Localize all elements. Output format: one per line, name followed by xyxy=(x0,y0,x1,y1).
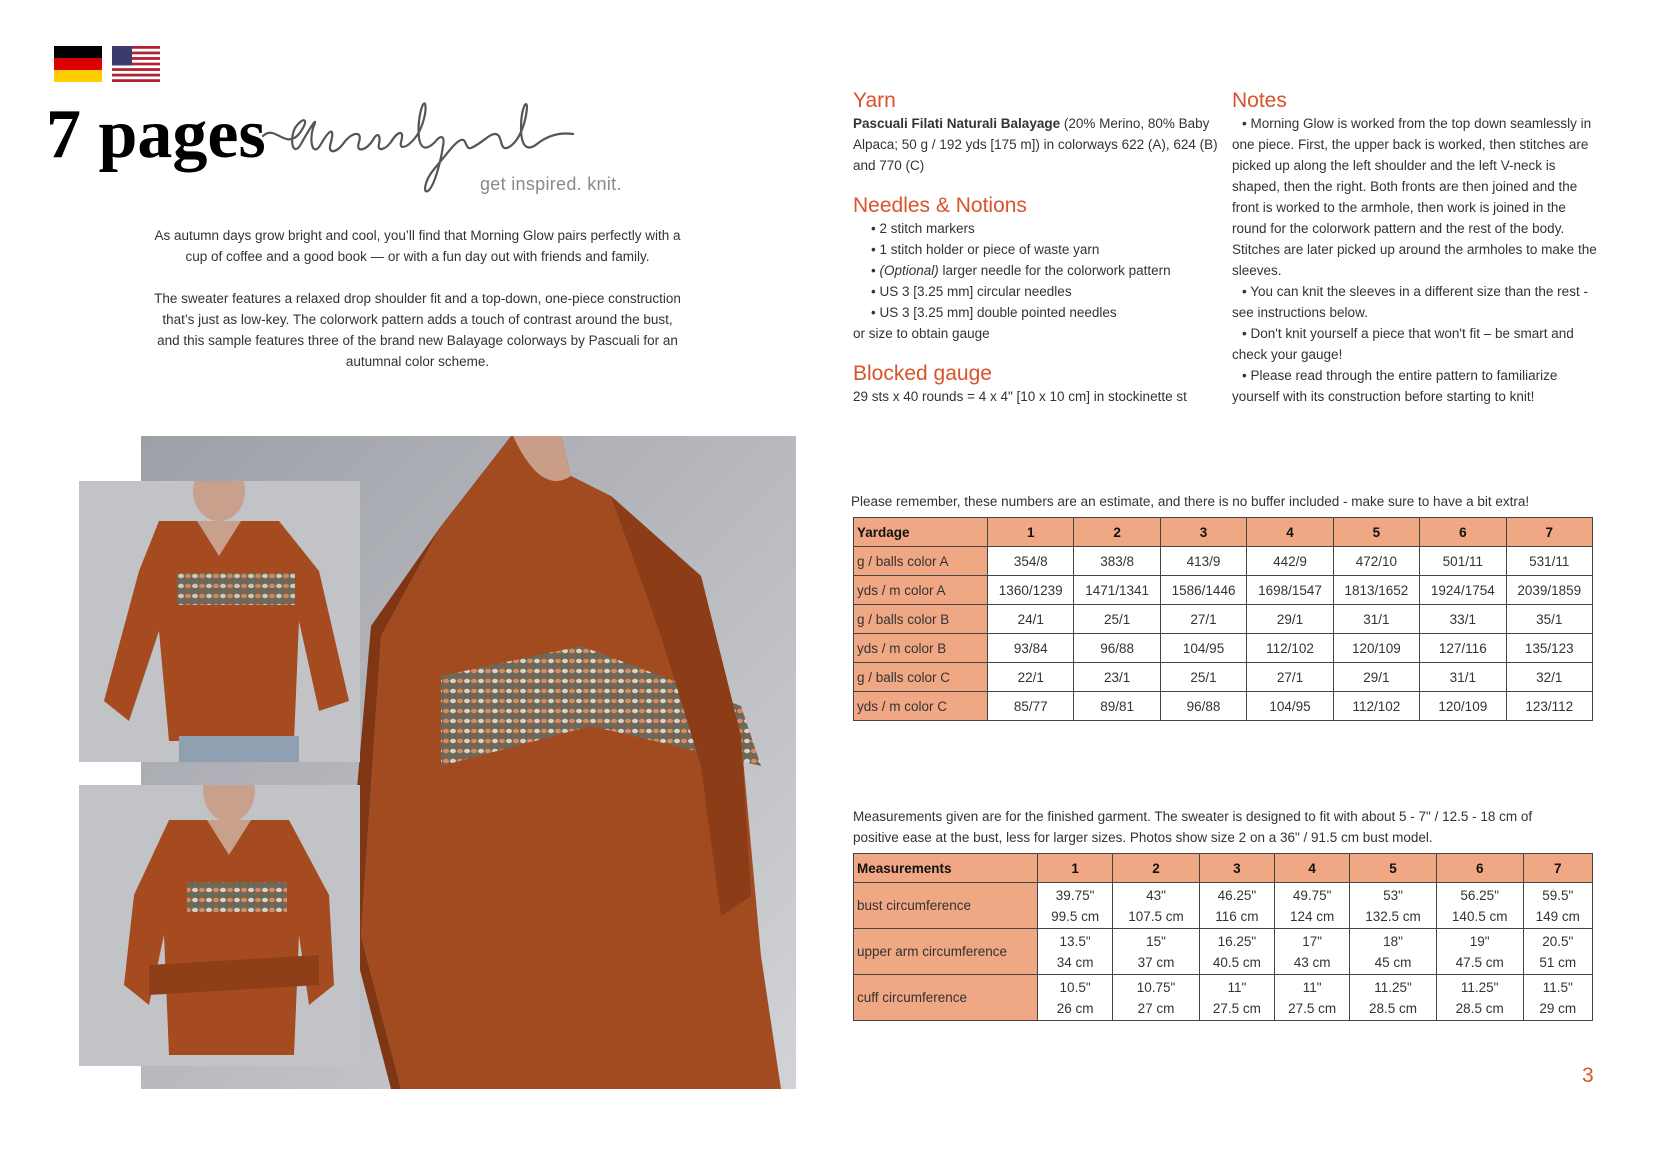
measurements-caption: Measurements given are for the finished garment. The sweater is designed to fit with about 5 - 7" / 12.5 - 18 cm of positive ease at the bust, less for larger sizes. Photos show size 2 on a 36" / 91.5 cm bust model. xyxy=(853,809,1533,845)
table-cell: 112/102 xyxy=(1333,692,1419,721)
table-cell: 53" 132.5 cm xyxy=(1350,883,1437,929)
note-item: • You can knit the sleeves in a different size than the rest - see instructions below. xyxy=(1232,284,1588,320)
table-cell: 22/1 xyxy=(988,663,1074,692)
row-label: yds / m color B xyxy=(854,634,988,663)
intro-paragraph: The sweater features a relaxed drop shoulder fit and a top-down, one-piece construction that’s just as low-key. The colorwork pattern adds a touch of contrast around the bust, and this sample features three of the brand new Balayage colorways by Pascuali for an autumnal color scheme. xyxy=(154,291,681,369)
table-cell: 1813/1652 xyxy=(1333,576,1419,605)
table-cell: 354/8 xyxy=(988,547,1074,576)
table-row xyxy=(854,576,1593,605)
table-cell: 11" 27.5 cm xyxy=(1199,975,1274,1021)
column-header: 7 xyxy=(1523,854,1592,883)
measurements-table xyxy=(853,853,1593,1021)
row-label: yds / m color A xyxy=(854,576,988,605)
column-header: Yardage xyxy=(854,518,988,547)
table-cell: 531/11 xyxy=(1506,547,1592,576)
table-cell: 501/11 xyxy=(1420,547,1506,576)
table-cell: 33/1 xyxy=(1420,605,1506,634)
yarn-heading: Yarn xyxy=(853,89,896,112)
table-cell: 11.5" 29 cm xyxy=(1523,975,1592,1021)
table-row xyxy=(854,547,1593,576)
table-cell: 104/95 xyxy=(1247,692,1333,721)
list-item: • (Optional) larger needle for the colorwork pattern xyxy=(871,263,1171,278)
column-header: 4 xyxy=(1247,518,1333,547)
table-cell: 27/1 xyxy=(1160,605,1246,634)
german-flag-icon[interactable] xyxy=(54,46,102,82)
table-cell: 2039/1859 xyxy=(1506,576,1592,605)
table-cell: 93/84 xyxy=(988,634,1074,663)
sweater-photo-thumbnail xyxy=(79,481,360,762)
column-header: 7 xyxy=(1506,518,1592,547)
yarn-details: (20% Merino, 80% Baby Alpaca; 50 g / 192 yds [175 m]) in colorways 622 (A), 624 (B) and 770 (C) xyxy=(853,116,1218,173)
table-row xyxy=(854,634,1593,663)
table-cell: 16.25" 40.5 cm xyxy=(1199,929,1274,975)
table-cell: 25/1 xyxy=(1160,663,1246,692)
table-cell: 120/109 xyxy=(1333,634,1419,663)
table-cell: 35/1 xyxy=(1506,605,1592,634)
table-cell: 15" 37 cm xyxy=(1113,929,1200,975)
table-row xyxy=(854,929,1593,975)
needles-list xyxy=(853,218,1223,344)
needles-footer: or size to obtain gauge xyxy=(853,326,990,341)
yarn-name: Pascuali Filati Naturali Balayage xyxy=(853,116,1061,131)
gauge-heading: Blocked gauge xyxy=(853,362,992,385)
sweater-photo-thumbnail xyxy=(79,785,360,1066)
table-cell: 11.25" 28.5 cm xyxy=(1436,975,1523,1021)
table-cell: 120/109 xyxy=(1420,692,1506,721)
table-cell: 17" 43 cm xyxy=(1275,929,1350,975)
column-header: 2 xyxy=(1113,854,1200,883)
notes-list xyxy=(1232,113,1602,407)
list-item: • US 3 [3.25 mm] double pointed needles xyxy=(871,305,1117,320)
table-cell: 31/1 xyxy=(1333,605,1419,634)
row-label: yds / m color C xyxy=(854,692,988,721)
table-cell: 1471/1341 xyxy=(1074,576,1160,605)
table-cell: 25/1 xyxy=(1074,605,1160,634)
table-cell: 1360/1239 xyxy=(988,576,1074,605)
table-cell: 49.75" 124 cm xyxy=(1275,883,1350,929)
row-label: g / balls color C xyxy=(854,663,988,692)
table-cell: 96/88 xyxy=(1160,692,1246,721)
table-cell: 20.5" 51 cm xyxy=(1523,929,1592,975)
table-cell: 11.25" 28.5 cm xyxy=(1350,975,1437,1021)
row-label: g / balls color B xyxy=(854,605,988,634)
table-cell: 10.75" 27 cm xyxy=(1113,975,1200,1021)
list-item: • 2 stitch markers xyxy=(871,221,975,236)
column-header: 1 xyxy=(988,518,1074,547)
note-item: • Morning Glow is worked from the top down seamlessly in one piece. First, the upper back is worked, then stitches are picked up along the left shoulder and the left V-neck is shaped, then the right. Both fronts are then joined and the front is worked to the armhole, then work is joined in the round for the colorwork pattern and the rest of the body. Stitches are later picked up around the armholes to make the sleeves. xyxy=(1232,116,1597,278)
column-header: 3 xyxy=(1199,854,1274,883)
table-cell: 1586/1446 xyxy=(1160,576,1246,605)
table-header-row xyxy=(854,854,1593,883)
table-cell: 1698/1547 xyxy=(1247,576,1333,605)
column-header: 3 xyxy=(1160,518,1246,547)
column-header: 2 xyxy=(1074,518,1160,547)
yardage-table xyxy=(853,517,1593,721)
note-item: • Don't knit yourself a piece that won't fit – be smart and check your gauge! xyxy=(1232,326,1574,362)
notes-heading: Notes xyxy=(1232,89,1287,112)
column-header: 1 xyxy=(1038,854,1113,883)
table-cell: 56.25" 140.5 cm xyxy=(1436,883,1523,929)
brand-title: 7 pages xyxy=(46,96,266,173)
table-row xyxy=(854,663,1593,692)
row-label: upper arm circumference xyxy=(854,929,1038,975)
table-header-row xyxy=(854,518,1593,547)
table-cell: 89/81 xyxy=(1074,692,1160,721)
table-cell: 472/10 xyxy=(1333,547,1419,576)
table-cell: 127/116 xyxy=(1420,634,1506,663)
table-cell: 96/88 xyxy=(1074,634,1160,663)
table-cell: 32/1 xyxy=(1506,663,1592,692)
table-cell: 112/102 xyxy=(1247,634,1333,663)
table-cell: 24/1 xyxy=(988,605,1074,634)
needles-heading: Needles & Notions xyxy=(853,194,1027,217)
column-header: Measurements xyxy=(854,854,1038,883)
page-number: 3 xyxy=(1582,1064,1594,1087)
table-cell: 43" 107.5 cm xyxy=(1113,883,1200,929)
column-header: 5 xyxy=(1350,854,1437,883)
table-cell: 123/112 xyxy=(1506,692,1592,721)
table-cell: 1924/1754 xyxy=(1420,576,1506,605)
table-cell: 104/95 xyxy=(1160,634,1246,663)
table-cell: 18" 45 cm xyxy=(1350,929,1437,975)
yardage-caption: Please remember, these numbers are an estimate, and there is no buffer included - make sure to have a bit extra! xyxy=(851,494,1530,509)
table-cell: 46.25" 116 cm xyxy=(1199,883,1274,929)
table-row xyxy=(854,605,1593,634)
table-cell: 383/8 xyxy=(1074,547,1160,576)
table-cell: 413/9 xyxy=(1160,547,1246,576)
table-cell: 29/1 xyxy=(1333,663,1419,692)
column-header: 6 xyxy=(1420,518,1506,547)
table-cell: 85/77 xyxy=(988,692,1074,721)
column-header: 6 xyxy=(1436,854,1523,883)
table-cell: 59.5" 149 cm xyxy=(1523,883,1592,929)
intro-text xyxy=(150,225,685,393)
table-cell: 10.5" 26 cm xyxy=(1038,975,1113,1021)
note-item: • Please read through the entire pattern to familiarize yourself with its construction before starting to knit! xyxy=(1232,368,1558,404)
row-label: g / balls color A xyxy=(854,547,988,576)
row-label: cuff circumference xyxy=(854,975,1038,1021)
intro-paragraph: As autumn days grow bright and cool, you’ll find that Morning Glow pairs perfectly with a cup of coffee and a good book — or with a fun day out with friends and family. xyxy=(154,228,681,264)
table-cell: 27/1 xyxy=(1247,663,1333,692)
table-cell: 23/1 xyxy=(1074,663,1160,692)
table-cell: 13.5" 34 cm xyxy=(1038,929,1113,975)
row-label: bust circumference xyxy=(854,883,1038,929)
table-cell: 19" 47.5 cm xyxy=(1436,929,1523,975)
table-cell: 11" 27.5 cm xyxy=(1275,975,1350,1021)
table-row xyxy=(854,692,1593,721)
table-cell: 135/123 xyxy=(1506,634,1592,663)
table-cell: 442/9 xyxy=(1247,547,1333,576)
list-item: • 1 stitch holder or piece of waste yarn xyxy=(871,242,1100,257)
gauge-text: 29 sts x 40 rounds = 4 x 4" [10 x 10 cm] in stockinette st xyxy=(853,389,1187,404)
table-row xyxy=(854,975,1593,1021)
table-cell: 31/1 xyxy=(1420,663,1506,692)
column-header: 4 xyxy=(1275,854,1350,883)
yarn-description xyxy=(853,113,1218,176)
column-header: 5 xyxy=(1333,518,1419,547)
us-flag-icon[interactable] xyxy=(112,46,160,82)
table-row xyxy=(854,883,1593,929)
list-item: • US 3 [3.25 mm] circular needles xyxy=(871,284,1072,299)
table-cell: 39.75" 99.5 cm xyxy=(1038,883,1113,929)
table-cell: 29/1 xyxy=(1247,605,1333,634)
brand-tagline: get inspired. knit. xyxy=(480,174,622,194)
